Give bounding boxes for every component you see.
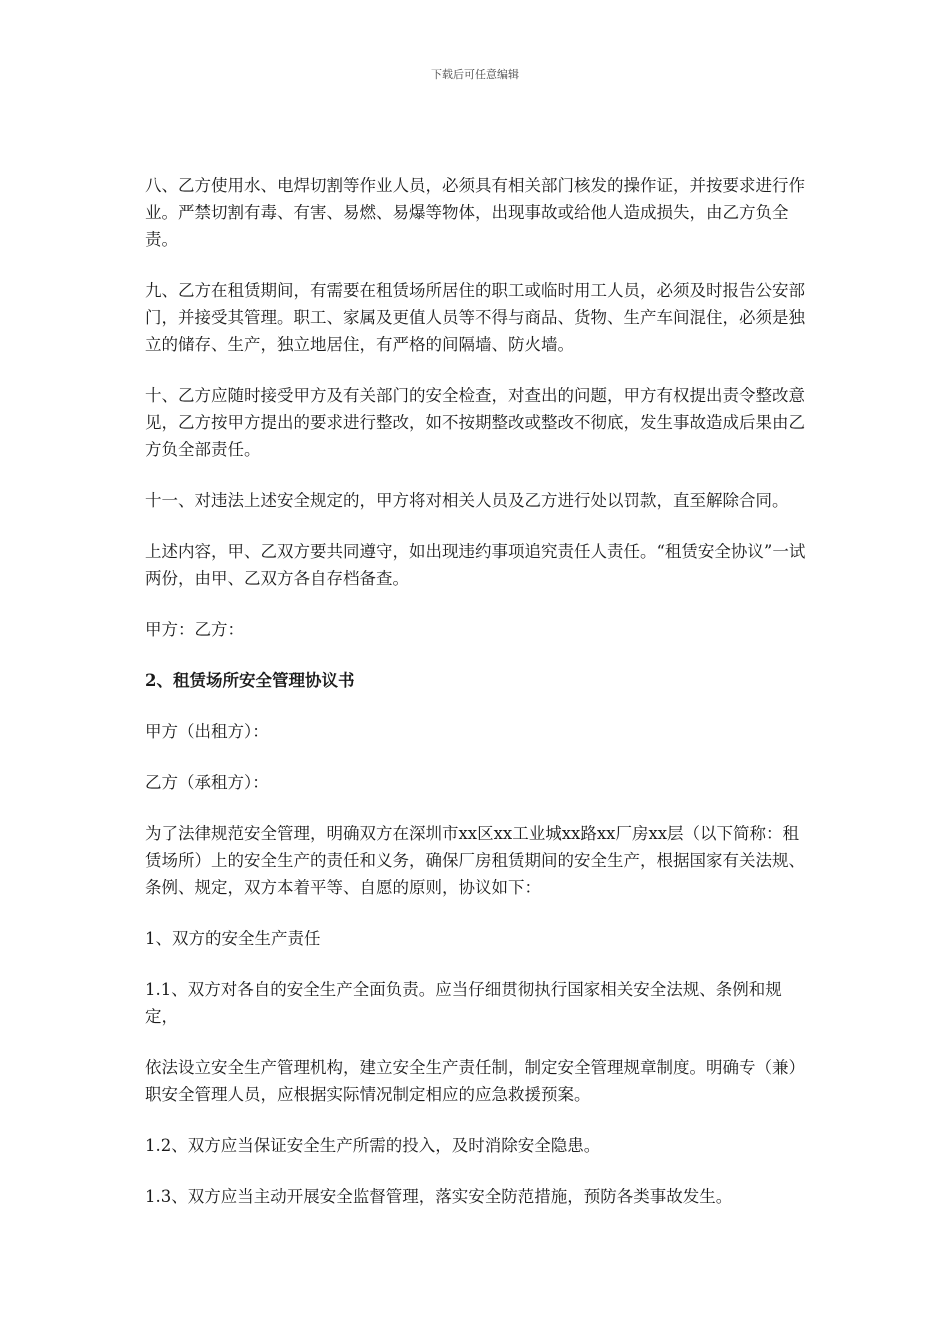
document-body xyxy=(145,172,810,1234)
subsection-heading: 1、双方的安全生产责任 xyxy=(145,929,321,948)
item-1-3: 1.3、双方应当主动开展安全监督管理，落实安全防范措施，预防各类事故发生。 xyxy=(145,1187,733,1206)
clause-10: 十、乙方应随时接受甲方及有关部门的安全检查，对查出的问题，甲方有权提出责令整改意见，乙方按甲方提出的要求进行整改，如不按期整改或整改不彻底，发生事故造成后果由乙方负全部责任。 xyxy=(145,386,805,459)
party-a-line: 甲方（出租方）： xyxy=(145,722,269,741)
preamble: 为了法律规范安全管理，明确双方在深圳市xx区xx工业城xx路xx厂房xx层（以下简称：租赁场所）上的安全生产的责任和义务，确保厂房租赁期间的安全生产，根据国家有关法规、条例、规定，双方本着平等、自愿的原则，协议如下： xyxy=(145,824,805,897)
item-1-1-continued: 依法设立安全生产管理机构，建立安全生产责任制，制定安全管理规章制度。明确专（兼）职安全管理人员，应根据实际情况制定相应的应急救援预案。 xyxy=(145,1058,805,1104)
section-title: 2、租赁场所安全管理协议书 xyxy=(145,671,355,690)
signature-line: 甲方：乙方： xyxy=(145,620,244,639)
clause-11: 十一、对违法上述安全规定的，甲方将对相关人员及乙方进行处以罚款，直至解除合同。 xyxy=(145,491,789,510)
item-1-1: 1.1、双方对各自的安全生产全面负责。应当仔细贯彻执行国家相关安全法规、条例和规定， xyxy=(145,980,782,1026)
item-1-2: 1.2、双方应当保证安全生产所需的投入，及时消除安全隐患。 xyxy=(145,1136,601,1155)
page-header-note: 下载后可任意编辑 xyxy=(431,68,519,81)
party-b-line: 乙方（承租方）： xyxy=(145,773,269,792)
clause-8: 八、乙方使用水、电焊切割等作业人员，必须具有相关部门核发的操作证，并按要求进行作业。严禁切割有毒、有害、易燃、易爆等物体，出现事故或给他人造成损失，由乙方负全责。 xyxy=(145,176,805,249)
closing-statement: 上述内容，甲、乙双方要共同遵守，如出现违约事项追究责任人责任。“租赁安全协议”一试两份，由甲、乙双方各自存档备查。 xyxy=(145,542,806,588)
clause-9: 九、乙方在租赁期间，有需要在租赁场所居住的职工或临时用工人员，必须及时报告公安部门，并接受其管理。职工、家属及更值人员等不得与商品、货物、生产车间混住，必须是独立的储存、生产，独立地居住，有严格的间隔墙、防火墙。 xyxy=(145,281,805,354)
